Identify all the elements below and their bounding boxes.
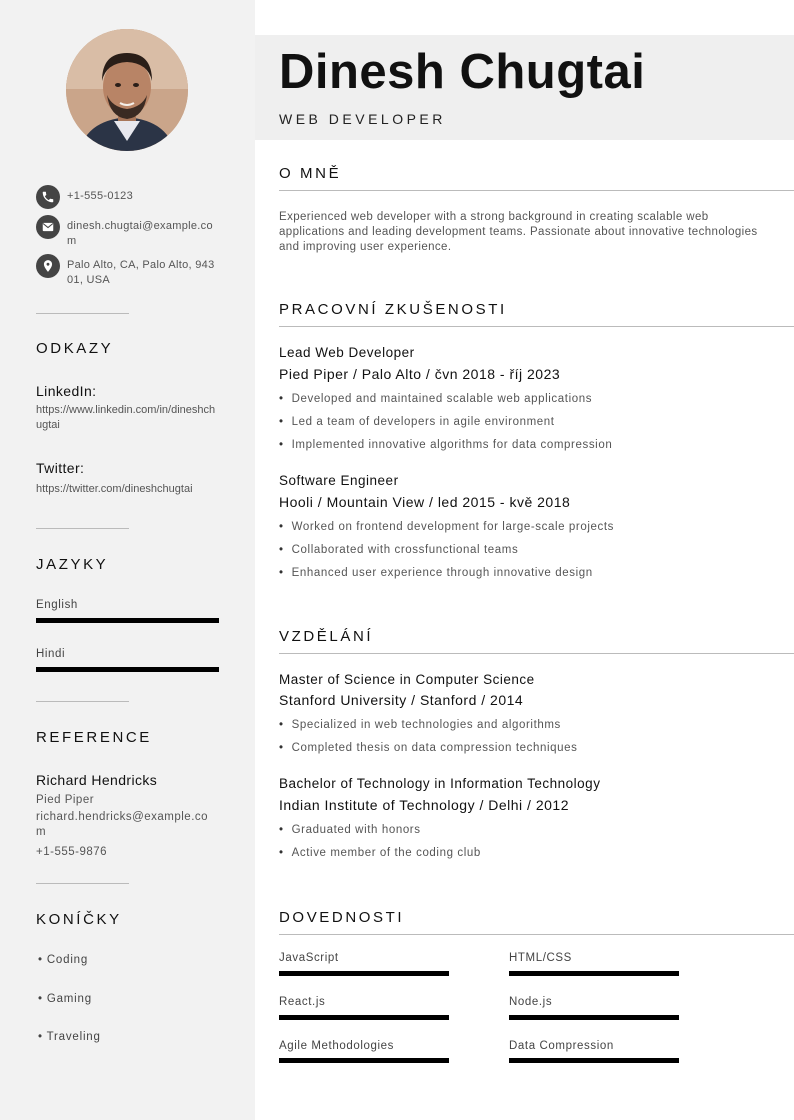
section-divider: [279, 934, 794, 935]
experience-heading: PRACOVNÍ ZKUŠENOSTI: [279, 301, 507, 318]
education-bullet: • Active member of the coding club: [279, 847, 481, 859]
education-details: Stanford University / Stanford / 2014: [279, 692, 524, 708]
divider: [36, 701, 129, 702]
skill-name: React.js: [279, 996, 326, 1008]
skill-level-bar: [279, 1015, 449, 1020]
avatar: [66, 29, 188, 151]
section-divider: [279, 326, 794, 327]
skill-name: JavaScript: [279, 952, 339, 964]
contact-email: [36, 215, 217, 249]
education-details: Indian Institute of Technology / Delhi / 2012: [279, 797, 569, 813]
language-name: Hindi: [36, 648, 66, 660]
divider: [36, 883, 129, 884]
section-divider: [279, 190, 794, 191]
job-details: Hooli / Mountain View / led 2015 - kvě 2018: [279, 494, 571, 510]
links-heading: ODKAZY: [36, 340, 114, 357]
twitter-label: Twitter:: [36, 460, 85, 476]
skills-heading: DOVEDNOSTI: [279, 909, 405, 926]
twitter-link[interactable]: https://twitter.com/dineshchugtai: [36, 483, 193, 495]
person-name: Dinesh Chugtai: [279, 45, 646, 99]
contact-address: [36, 254, 217, 288]
linkedin-label: LinkedIn:: [36, 383, 97, 399]
location-pin-icon: [36, 254, 60, 278]
education-bullet: • Specialized in web technologies and algorithms: [279, 719, 561, 731]
skill-name: Agile Methodologies: [279, 1040, 394, 1052]
job-bullet: • Implemented innovative algorithms for data compression: [279, 439, 612, 451]
language-name: English: [36, 599, 78, 611]
skill-level-bar: [509, 1015, 679, 1020]
reference-company: Pied Piper: [36, 794, 95, 806]
phone-text: +1-555-0123: [67, 190, 133, 202]
hobby-item: • Coding: [38, 954, 89, 966]
about-text: Experienced web developer with a strong background in creating scalable web applications and leading development teams. Passionate about innovative technologies and improving user experience.: [279, 211, 758, 253]
language-level-bar: [36, 618, 219, 623]
divider: [36, 313, 129, 314]
header: [255, 35, 794, 140]
job-position: Lead Web Developer: [279, 345, 415, 360]
skill-name: Node.js: [509, 996, 553, 1008]
education-bullet: • Completed thesis on data compression techniques: [279, 742, 577, 754]
skill-level-bar: [509, 971, 679, 976]
job-bullet: • Worked on frontend development for large-scale projects: [279, 521, 614, 533]
sidebar: [0, 0, 255, 1120]
envelope-icon: [36, 215, 60, 239]
address-text: Palo Alto, CA, Palo Alto, 94301, USA: [67, 259, 215, 286]
job-bullet: • Enhanced user experience through innovative design: [279, 567, 593, 579]
language-level-bar: [36, 667, 219, 672]
main-content: [255, 0, 794, 1120]
reference-heading: REFERENCE: [36, 729, 152, 746]
skill-name: Data Compression: [509, 1040, 614, 1052]
phone-icon: [36, 185, 60, 209]
email-text[interactable]: dinesh.chugtai@example.com: [67, 220, 213, 247]
languages-heading: JAZYKY: [36, 556, 109, 573]
skill-level-bar: [279, 971, 449, 976]
education-degree: Bachelor of Technology in Information Technology: [279, 776, 601, 791]
reference-email[interactable]: richard.hendricks@example.com: [36, 811, 209, 838]
about-heading: O MNĚ: [279, 165, 342, 182]
hobbies-heading: KONÍČKY: [36, 911, 122, 928]
divider: [36, 528, 129, 529]
job-role: WEB DEVELOPER: [279, 111, 446, 127]
section-divider: [279, 653, 794, 654]
job-bullet: • Led a team of developers in agile environment: [279, 416, 555, 428]
job-bullet: • Collaborated with crossfunctional teams: [279, 544, 518, 556]
hobby-item: • Gaming: [38, 993, 92, 1005]
job-position: Software Engineer: [279, 473, 399, 488]
job-details: Pied Piper / Palo Alto / čvn 2018 - říj 2023: [279, 366, 561, 382]
contact-phone: [36, 185, 217, 209]
skill-level-bar: [279, 1058, 449, 1063]
reference-name: Richard Hendricks: [36, 772, 158, 788]
education-bullet: • Graduated with honors: [279, 824, 421, 836]
skill-level-bar: [509, 1058, 679, 1063]
hobby-item: • Traveling: [38, 1031, 101, 1043]
education-degree: Master of Science in Computer Science: [279, 672, 535, 687]
reference-phone: +1-555-9876: [36, 846, 108, 858]
skill-name: HTML/CSS: [509, 952, 572, 964]
linkedin-link[interactable]: https://www.linkedin.com/in/dineshchugtai: [36, 404, 216, 431]
job-bullet: • Developed and maintained scalable web applications: [279, 393, 592, 405]
education-heading: VZDĚLÁNÍ: [279, 628, 374, 645]
